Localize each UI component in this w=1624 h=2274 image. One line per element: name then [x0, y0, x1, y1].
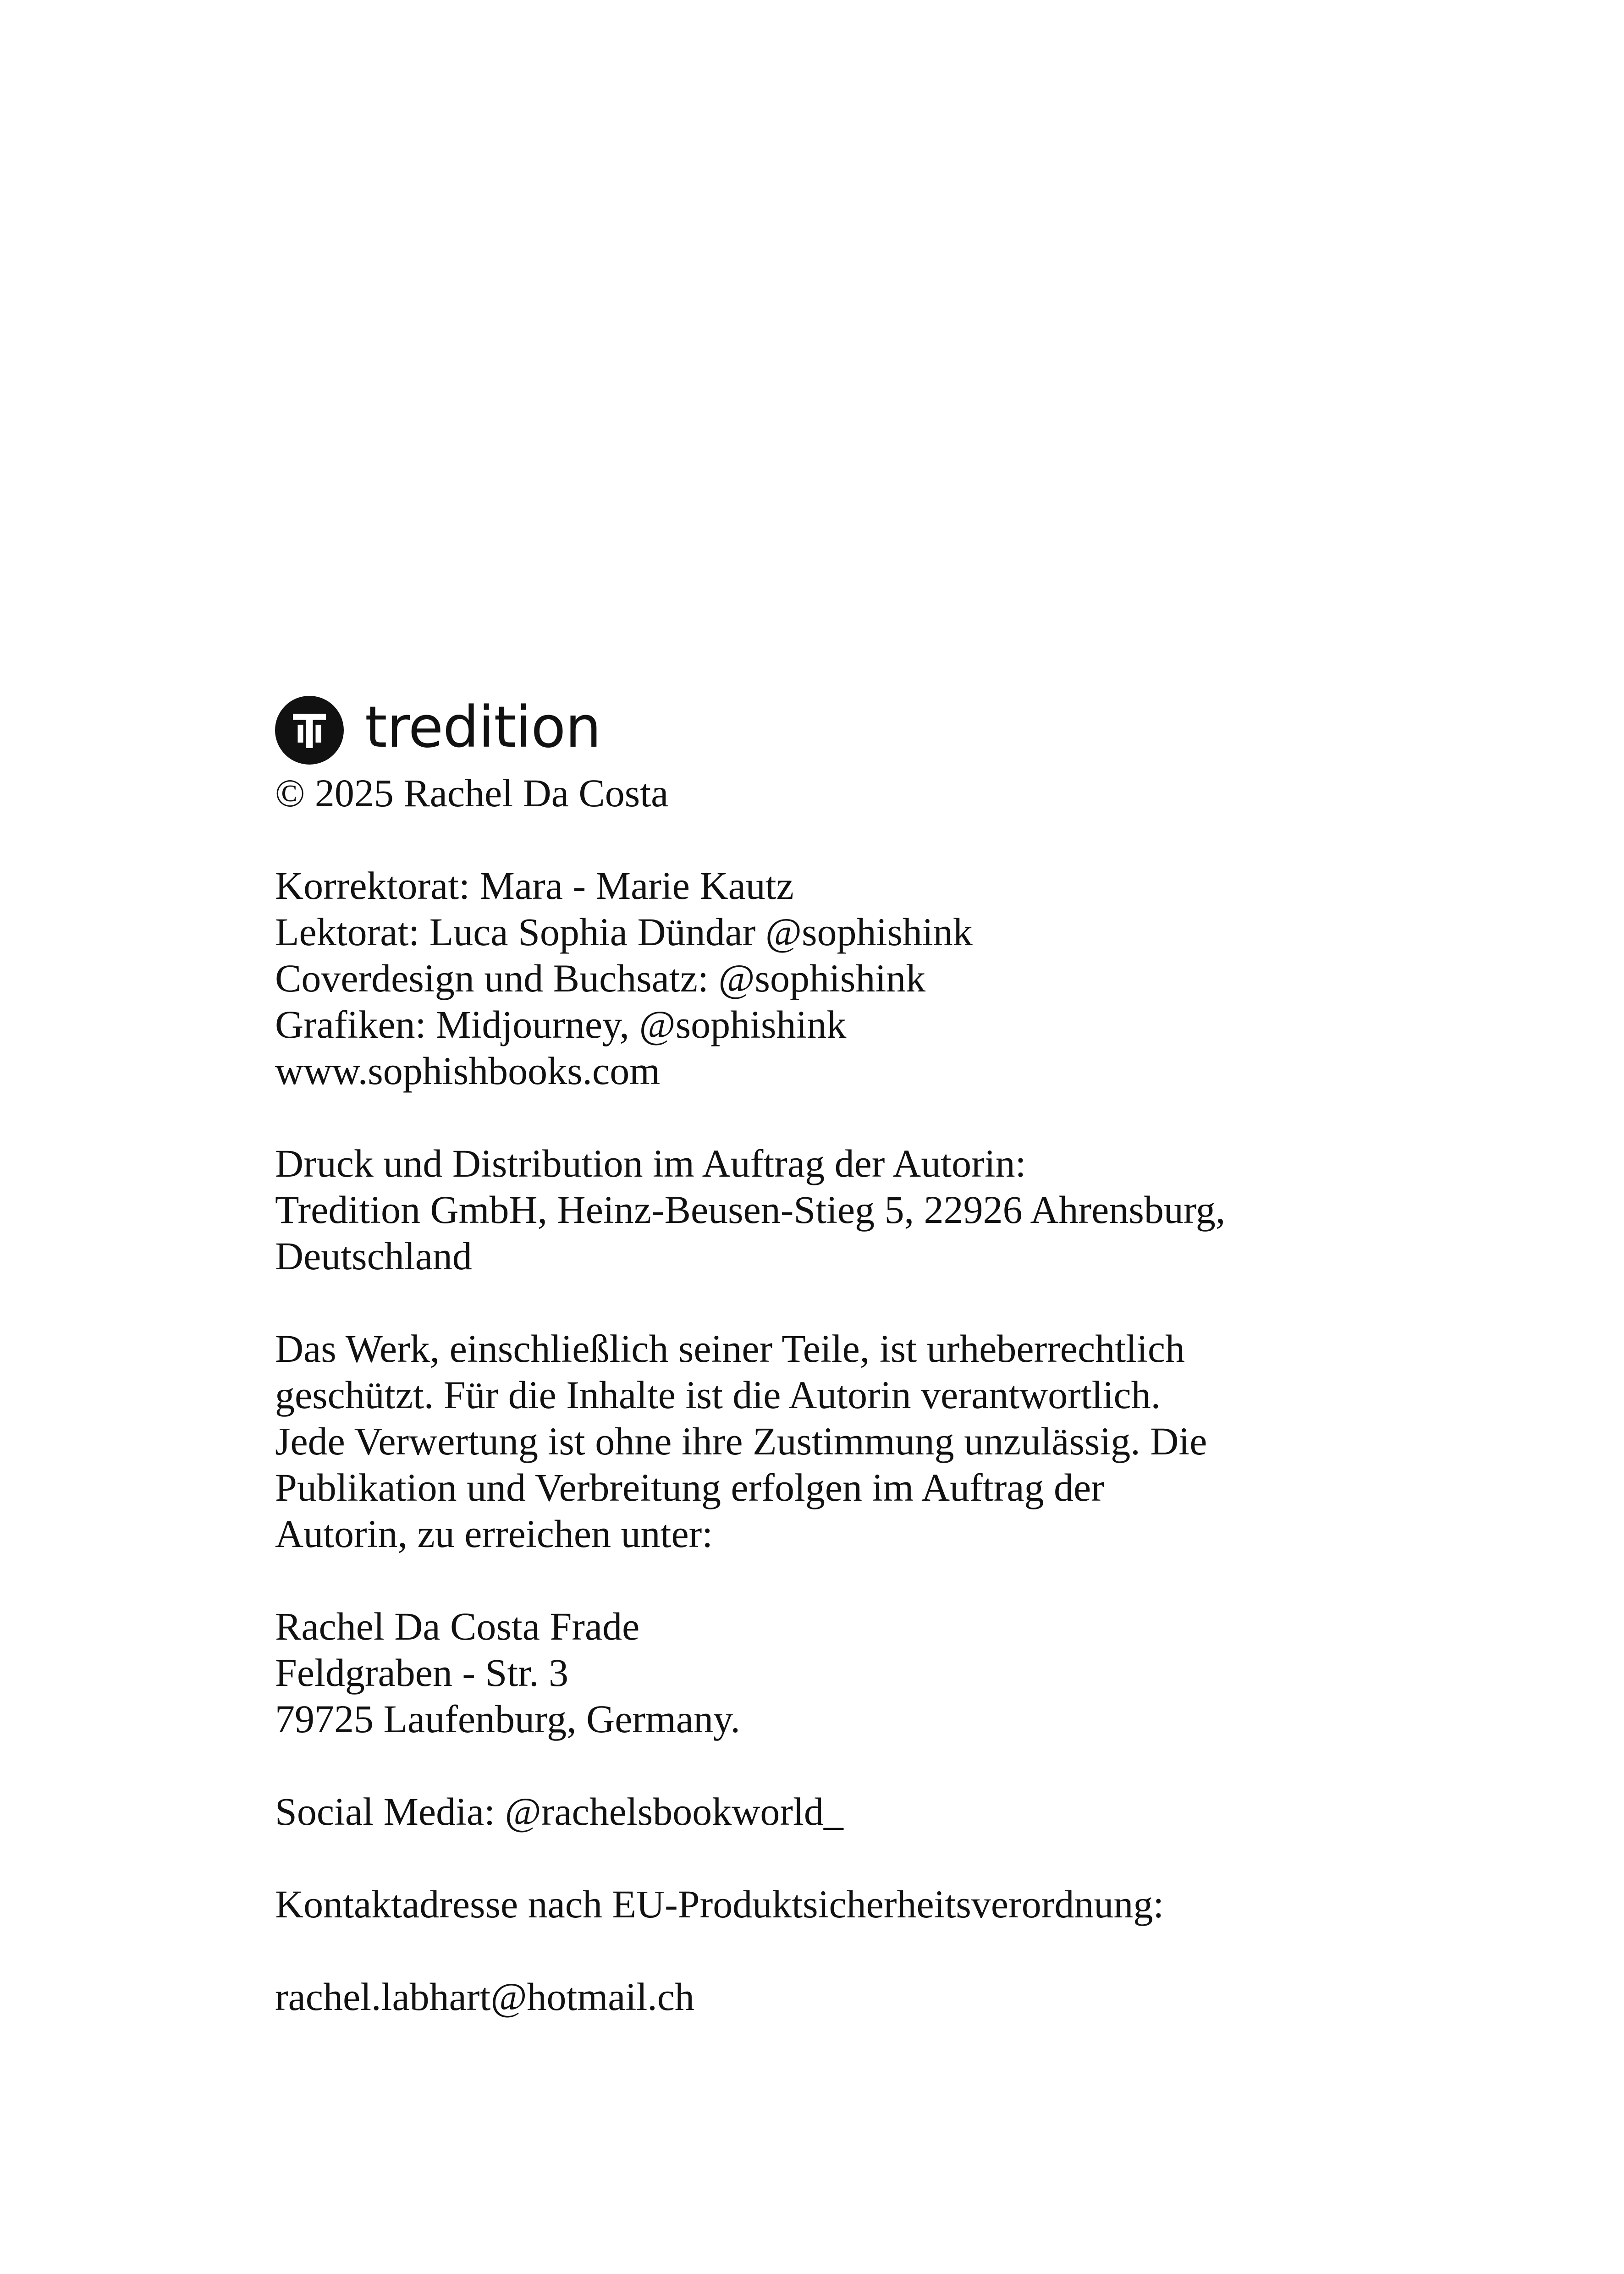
- spacer: [275, 1094, 1421, 1140]
- credit-website: www.sophishbooks.com: [275, 1049, 661, 1093]
- distribution-line: Druck und Distribution im Auftrag der Autorin:: [275, 1141, 1026, 1185]
- spacer: [275, 1279, 1421, 1326]
- legal-line: Publikation und Verbreitung erfolgen im Auftrag der: [275, 1465, 1104, 1509]
- credit-editing: Lektorat: Luca Sophia Dündar @sophishink: [275, 910, 973, 954]
- legal-line: Jede Verwertung ist ohne ihre Zustimmung unzulässig. Die: [275, 1419, 1207, 1463]
- distribution-line: Deutschland: [275, 1234, 472, 1278]
- imprint-block: [275, 690, 1421, 2020]
- credit-graphics: Grafiken: Midjourney, @sophishink: [275, 1002, 847, 1046]
- spacer: [275, 1835, 1421, 1881]
- legal-line: geschützt. Für die Inhalte ist die Autorin verantwortlich.: [275, 1373, 1161, 1417]
- spacer: [275, 1557, 1421, 1603]
- tredition-logo-icon: [275, 696, 344, 765]
- contact-heading: Kontaktadresse nach EU-Produktsicherheitsverordnung:: [275, 1882, 1164, 1926]
- distribution-line: Tredition GmbH, Heinz-Beusen-Stieg 5, 22926 Ahrensburg,: [275, 1188, 1226, 1232]
- credit-proofreading: Korrektorat: Mara - Marie Kautz: [275, 864, 794, 908]
- distribution-block: [275, 1140, 1421, 1279]
- spacer: [275, 1742, 1421, 1789]
- address-block: [275, 1603, 1421, 1742]
- legal-line: Autorin, zu erreichen unter:: [275, 1512, 713, 1556]
- social-media-line: Social Media: @rachelsbookworld_: [275, 1789, 843, 1834]
- credit-cover-design: Coverdesign und Buchsatz: @sophishink: [275, 956, 926, 1000]
- credits-block: [275, 863, 1421, 1094]
- address-name: Rachel Da Costa Frade: [275, 1604, 640, 1648]
- publisher-brand: [275, 690, 1421, 770]
- legal-line: Das Werk, einschließlich seiner Teile, ist urheberrechtlich: [275, 1327, 1185, 1371]
- spacer: [275, 1927, 1421, 1974]
- legal-notice-block: [275, 1326, 1421, 1557]
- address-street: Feldgraben - Str. 3: [275, 1651, 569, 1695]
- contact-email: rachel.labhart@hotmail.ch: [275, 1975, 694, 2019]
- publisher-name: tredition: [365, 694, 601, 760]
- spacer: [275, 816, 1421, 863]
- copyright-line: © 2025 Rachel Da Costa: [275, 771, 669, 815]
- address-city: 79725 Laufenburg, Germany.: [275, 1697, 740, 1741]
